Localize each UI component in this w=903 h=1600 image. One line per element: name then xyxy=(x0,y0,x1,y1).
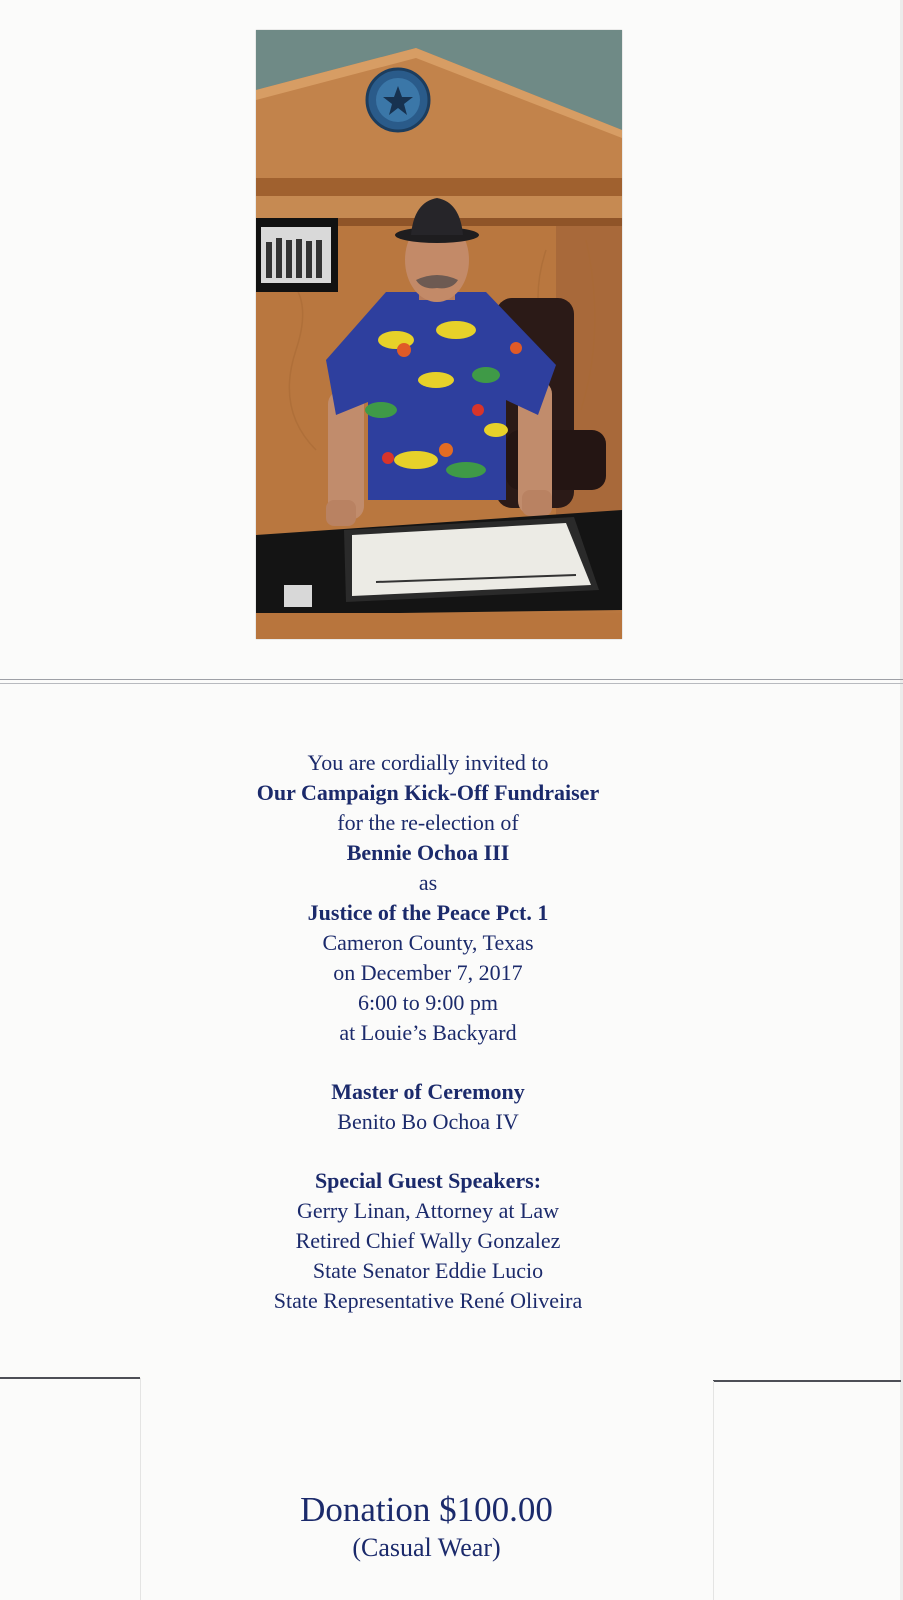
reelection-line: for the re-election of xyxy=(337,810,519,835)
speakers-heading: Special Guest Speakers: xyxy=(314,1168,542,1193)
candidate-photo xyxy=(256,30,622,639)
speaker-item: Gerry Linan, Attorney at Law xyxy=(296,1198,560,1223)
ceremony-heading: Master of Ceremony xyxy=(331,1079,525,1104)
dress-code: (Casual Wear) xyxy=(352,1533,501,1562)
office-title: Justice of the Peace Pct. 1 xyxy=(307,900,549,925)
speaker-item: State Senator Eddie Lucio xyxy=(312,1258,544,1283)
fold-line xyxy=(0,679,903,684)
invite-intro: You are cordially invited to xyxy=(307,750,549,775)
donation-amount: Donation $100.00 xyxy=(300,1490,553,1529)
speaker-item: State Representative René Oliveira xyxy=(273,1288,583,1313)
pocket-fold-right xyxy=(713,1380,901,1382)
event-venue: at Louie’s Backyard xyxy=(339,1020,517,1045)
pocket-fold-left xyxy=(0,1377,140,1379)
invitation-body xyxy=(180,748,676,1316)
donation-block xyxy=(140,1488,713,1564)
as-line: as xyxy=(418,870,438,895)
county-line: Cameron County, Texas xyxy=(322,930,534,955)
event-date: on December 7, 2017 xyxy=(333,960,523,985)
speaker-item: Retired Chief Wally Gonzalez xyxy=(295,1228,561,1253)
ceremony-name: Benito Bo Ochoa IV xyxy=(337,1109,519,1134)
pocket-edge-right xyxy=(713,1381,714,1600)
event-title: Our Campaign Kick-Off Fundraiser xyxy=(256,780,600,805)
event-time: 6:00 to 9:00 pm xyxy=(358,990,498,1015)
candidate-name: Bennie Ochoa III xyxy=(346,840,510,865)
